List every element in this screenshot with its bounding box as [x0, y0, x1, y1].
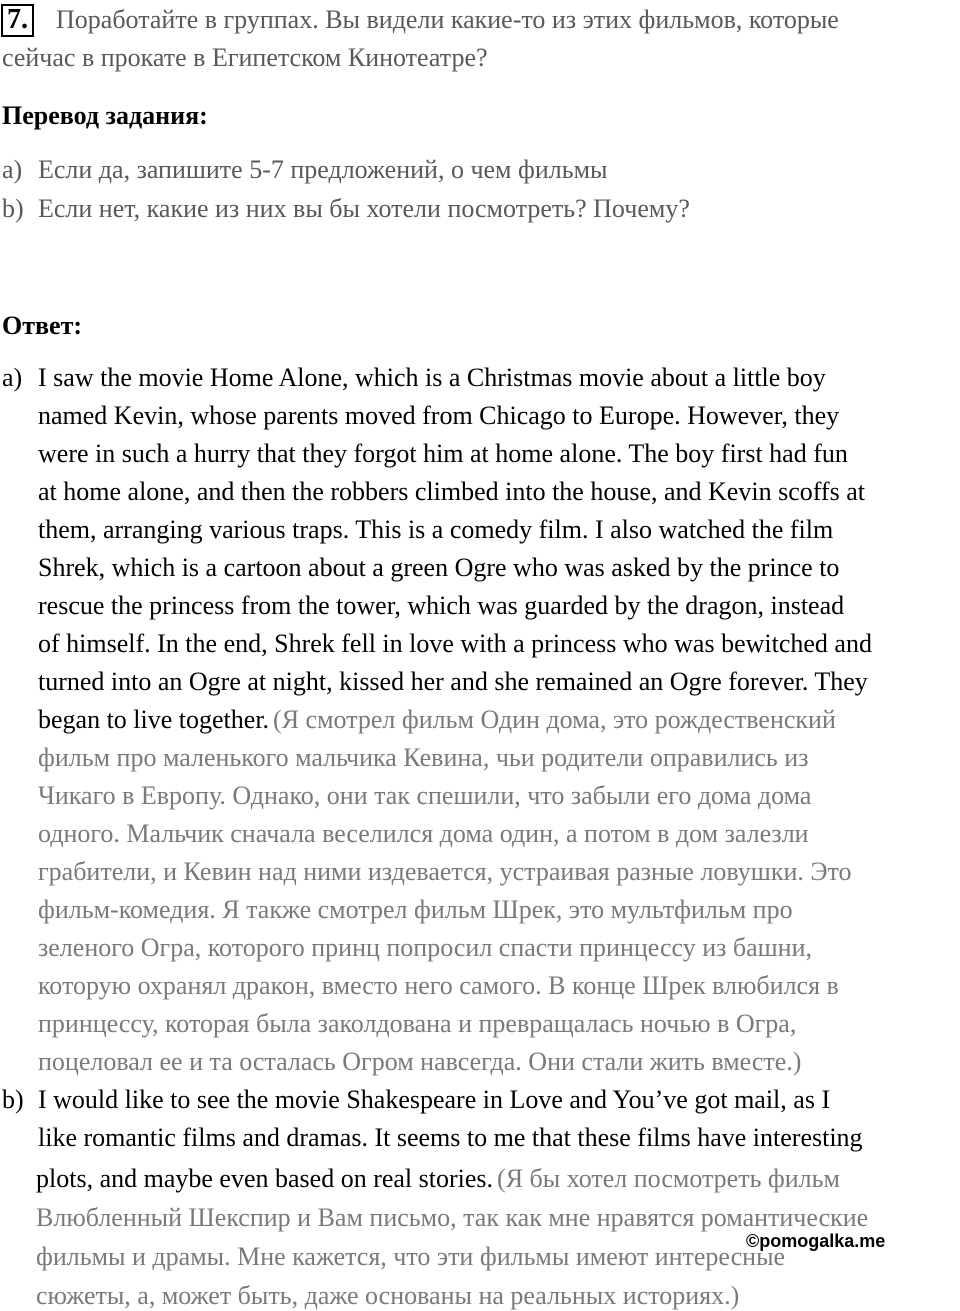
answer-a-russian-line: Чикаго в Европу. Однако, они так спешили, что забыли его дома дома: [38, 781, 812, 810]
answer-a-line: I saw the movie Home Alone, which is a Christmas movie about a little boy: [38, 363, 826, 392]
answer-a-line: turned into an Ogre at night, kissed her and she remained an Ogre forever. They: [38, 667, 868, 696]
answer-b-line: like romantic films and dramas. It seems to me that these films have interesting: [38, 1123, 863, 1152]
answer-b-russian-line: сюжеты, а, может быть, даже основаны на реальных историях.): [36, 1281, 740, 1310]
answer-b-line: I would like to see the movie Shakespeare in Love and You’ve got mail, as I: [38, 1085, 831, 1114]
answer-b-mixed-line: [36, 1164, 840, 1194]
translation-heading: Перевод задания:: [2, 101, 208, 130]
answer-a-russian-line: которую охранял дракон, вместо него самого. В конце Шрек влюбился в: [38, 971, 839, 1000]
answer-a-line: of himself. In the end, Shrek fell in love with a princess who was bewitched and: [38, 629, 872, 658]
answer-b-russian-line: фильмы и драмы. Мне кажется, что эти фильмы имеют интересные: [36, 1242, 786, 1271]
answer-a-mixed-line: [38, 705, 836, 735]
answer-a-russian-line: фильм-комедия. Я также смотрел фильм Шрек, это мультфильм про: [38, 895, 793, 924]
answer-a-russian-line: одного. Мальчик сначала веселился дома один, а потом в дом залезли: [38, 819, 809, 848]
watermark: ©pomogalka.me: [746, 1231, 886, 1251]
answer-b-letter: b): [2, 1085, 24, 1114]
answer-a-russian-line: фильм про маленького мальчика Кевина, чьи родители оправились из: [38, 743, 809, 772]
translation-b-letter: b): [2, 194, 24, 223]
answer-a-line: Shrek, which is a cartoon about a green Ogre who was asked by the prince to: [38, 553, 840, 582]
translation-b-text: Если нет, какие из них вы бы хотели посмотреть? Почему?: [38, 194, 690, 223]
answer-b-russian-line: Влюбленный Шекспир и Вам письмо, так как мне нравятся романтические: [36, 1203, 869, 1232]
task-text-line-1: Поработайте в группах. Вы видели какие-то из этих фильмов, которые: [56, 5, 839, 34]
answer-b-third-english: plots, and maybe even based on real stories.: [36, 1164, 494, 1193]
answer-heading: Ответ:: [2, 311, 83, 340]
answer-a-line: them, arranging various traps. This is a comedy film. I also watched the film: [38, 515, 834, 544]
answer-a-last-english: began to live together.: [38, 705, 270, 734]
answer-a-line: were in such a hurry that they forgot him at home alone. The boy first had fun: [38, 439, 848, 468]
answer-a-russian-start: (Я смотрел фильм Один дома, это рождественский: [273, 705, 836, 734]
translation-a-letter: a): [2, 155, 23, 184]
answer-a-line: at home alone, and then the robbers climbed into the house, and Kevin scoffs at: [38, 477, 865, 506]
translation-a-text: Если да, запишите 5-7 предложений, о чем фильмы: [38, 155, 608, 184]
answer-a-russian-line: зеленого Огра, которого принц попросил спасти принцессу из башни,: [38, 933, 812, 962]
answer-b-russian-start: (Я бы хотел посмотреть фильм: [497, 1164, 840, 1193]
answer-a-line: named Kevin, whose parents moved from Chicago to Europe. However, they: [38, 401, 840, 430]
answer-a-line: rescue the princess from the tower, which was guarded by the dragon, instead: [38, 591, 845, 620]
answer-a-russian-line: поцеловал ее и та осталась Огром навсегда. Они стали жить вместе.): [38, 1047, 802, 1076]
answer-a-russian-line: принцессу, которая была заколдована и превращалась ночью в Огра,: [38, 1009, 797, 1038]
answer-a-russian-line: грабители, и Кевин над ними издевается, устраивая разные ловушки. Это: [38, 857, 852, 886]
answer-a-letter: a): [2, 363, 23, 392]
task-number: 7.: [1, 4, 34, 37]
task-text-line-2: сейчас в прокате в Египетском Кинотеатре?: [2, 43, 488, 72]
